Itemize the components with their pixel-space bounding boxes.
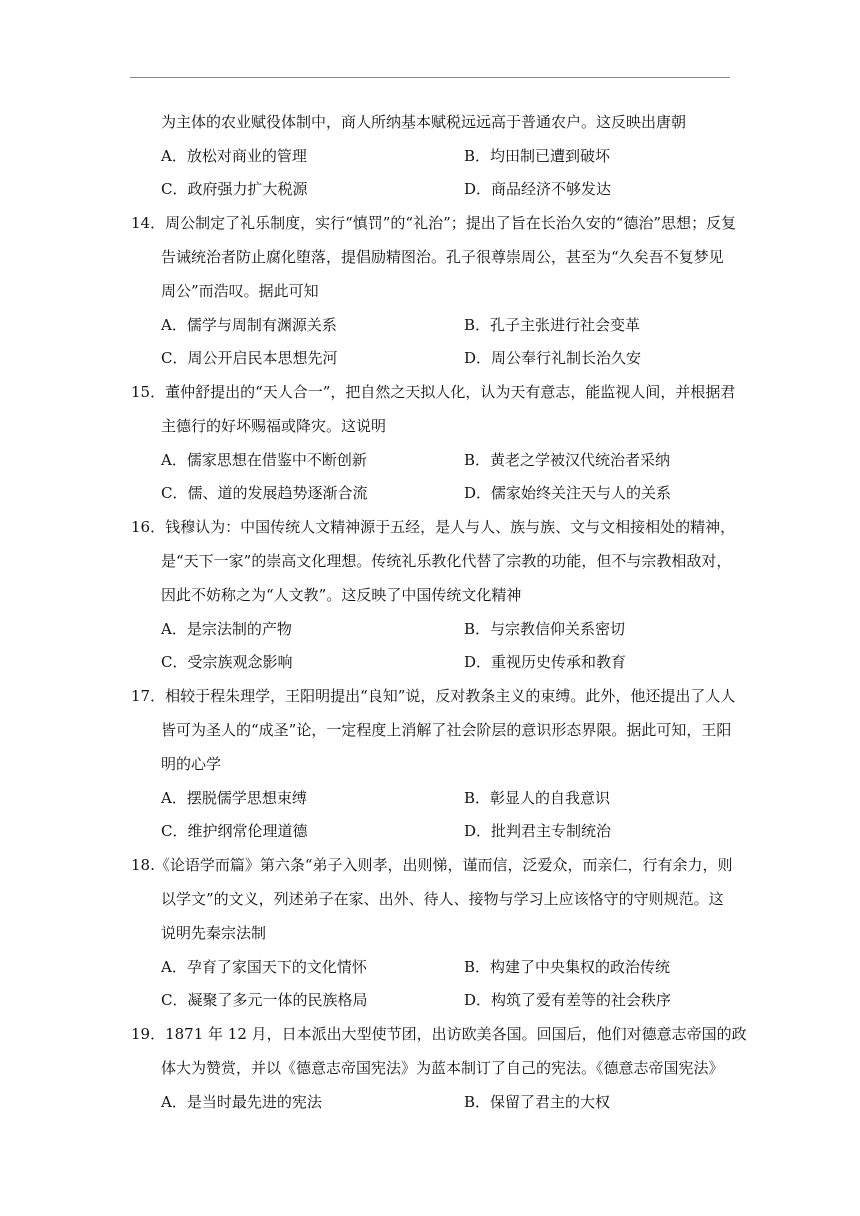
q17-option-b: B．彰显人的自我意识 bbox=[464, 789, 611, 807]
q17-option-a: A．摆脱儒学思想束缚 bbox=[161, 789, 307, 807]
q13-option-d: D．商品经济不够发达 bbox=[464, 180, 612, 198]
q18-stem-line-2: 以学文”的文义，列述弟子在家、出外、待人、接物与学习上应该恪守的守则规范。这 bbox=[161, 890, 724, 908]
q14-stem-line-1: 14．周公制定了礼乐制度，实行“慎罚”的“礼治”；提出了旨在长治久安的“德治”思想；反复 bbox=[131, 214, 737, 232]
q14-option-a: A．儒学与周制有渊源关系 bbox=[161, 316, 337, 334]
q15-option-b: B．黄老之学被汉代统治者采纳 bbox=[464, 451, 671, 469]
header-rule bbox=[130, 77, 730, 78]
q16-option-b: B．与宗教信仰关系密切 bbox=[464, 620, 626, 638]
q15-stem-line-2: 主德行的好坏赐福或降灾。这说明 bbox=[161, 417, 387, 435]
q13-option-c: C．政府强力扩大税源 bbox=[161, 180, 308, 198]
q17-option-d: D．批判君主专制统治 bbox=[464, 822, 612, 840]
q17-stem-line-3: 明的心学 bbox=[161, 755, 222, 773]
q13-option-a: A．放松对商业的管理 bbox=[161, 147, 307, 165]
q16-stem-line-3: 因此不妨称之为“人文教”。这反映了中国传统文化精神 bbox=[161, 586, 522, 604]
q18-option-c: C．凝聚了多元一体的民族格局 bbox=[161, 991, 368, 1009]
q19-stem-line-2: 体大为赞赏，并以《德意志帝国宪法》为蓝本制订了自己的宪法。《德意志帝国宪法》 bbox=[161, 1059, 724, 1077]
q14-stem-line-3: 周公”而浩叹。据此可知 bbox=[161, 282, 319, 300]
q16-stem-line-1: 16．钱穆认为：中国传统人文精神源于五经，是人与人、族与族、文与文相接相处的精神， bbox=[131, 518, 736, 536]
q14-stem-line-2: 告诫统治者防止腐化堕落，提倡励精图治。孔子很尊崇周公，甚至为“久矣吾不复梦见 bbox=[161, 248, 724, 266]
q14-option-b: B．孔子主张进行社会变革 bbox=[464, 316, 641, 334]
q13-option-b: B．均田制已遭到破坏 bbox=[464, 147, 611, 165]
q16-option-c: C．受宗族观念影响 bbox=[161, 653, 293, 671]
q17-option-c: C．维护纲常伦理道德 bbox=[161, 822, 308, 840]
q19-option-b: B．保留了君主的大权 bbox=[464, 1093, 611, 1111]
q14-option-c: C．周公开启民本思想先河 bbox=[161, 349, 338, 367]
q16-option-a: A．是宗法制的产物 bbox=[161, 620, 292, 638]
q17-stem-line-1: 17．相较于程朱理学，王阳明提出“良知”说，反对教条主义的束缚。此外，他还提出了人人 bbox=[131, 687, 736, 705]
q18-option-d: D．构筑了爱有差等的社会秩序 bbox=[464, 991, 672, 1009]
q17-stem-line-2: 皆可为圣人的“成圣”论，一定程度上消解了社会阶层的意识形态界限。据此可知，王阳 bbox=[161, 721, 732, 739]
q19-stem-line-1: 19．1871 年 12 月，日本派出大型使节团，出访欧美各国。回国后，他们对德意志帝国的政 bbox=[131, 1025, 747, 1043]
q15-stem-line-1: 15．董仲舒提出的“天人合一”，把自然之天拟人化，认为天有意志，能监视人间，并根据君 bbox=[131, 383, 736, 401]
q15-option-a: A．儒家思想在借鉴中不断创新 bbox=[161, 451, 367, 469]
q18-option-b: B．构建了中央集权的政治传统 bbox=[464, 958, 671, 976]
q18-stem-line-1: 18.《论语学而篇》第六条“弟子入则孝，出则悌，谨而信，泛爱众，而亲仁，行有余力，则 bbox=[131, 856, 733, 874]
q14-option-d: D．周公奉行礼制长治久安 bbox=[464, 349, 642, 367]
q15-option-d: D．儒家始终关注天与人的关系 bbox=[464, 484, 672, 502]
q13-stem-continued: 为主体的农业赋役体制中，商人所纳基本赋税远远高于普通农户。这反映出唐朝 bbox=[161, 113, 687, 131]
q18-option-a: A．孕育了家国天下的文化情怀 bbox=[161, 958, 367, 976]
q15-option-c: C．儒、道的发展趋势逐渐合流 bbox=[161, 484, 368, 502]
q16-option-d: D．重视历史传承和教育 bbox=[464, 653, 627, 671]
q18-stem-line-3: 说明先秦宗法制 bbox=[161, 924, 267, 942]
q19-option-a: A．是当时最先进的宪法 bbox=[161, 1093, 322, 1111]
q16-stem-line-2: 是“天下一家”的崇高文化理想。传统礼乐教化代替了宗教的功能，但不与宗教相敌对， bbox=[161, 552, 732, 570]
